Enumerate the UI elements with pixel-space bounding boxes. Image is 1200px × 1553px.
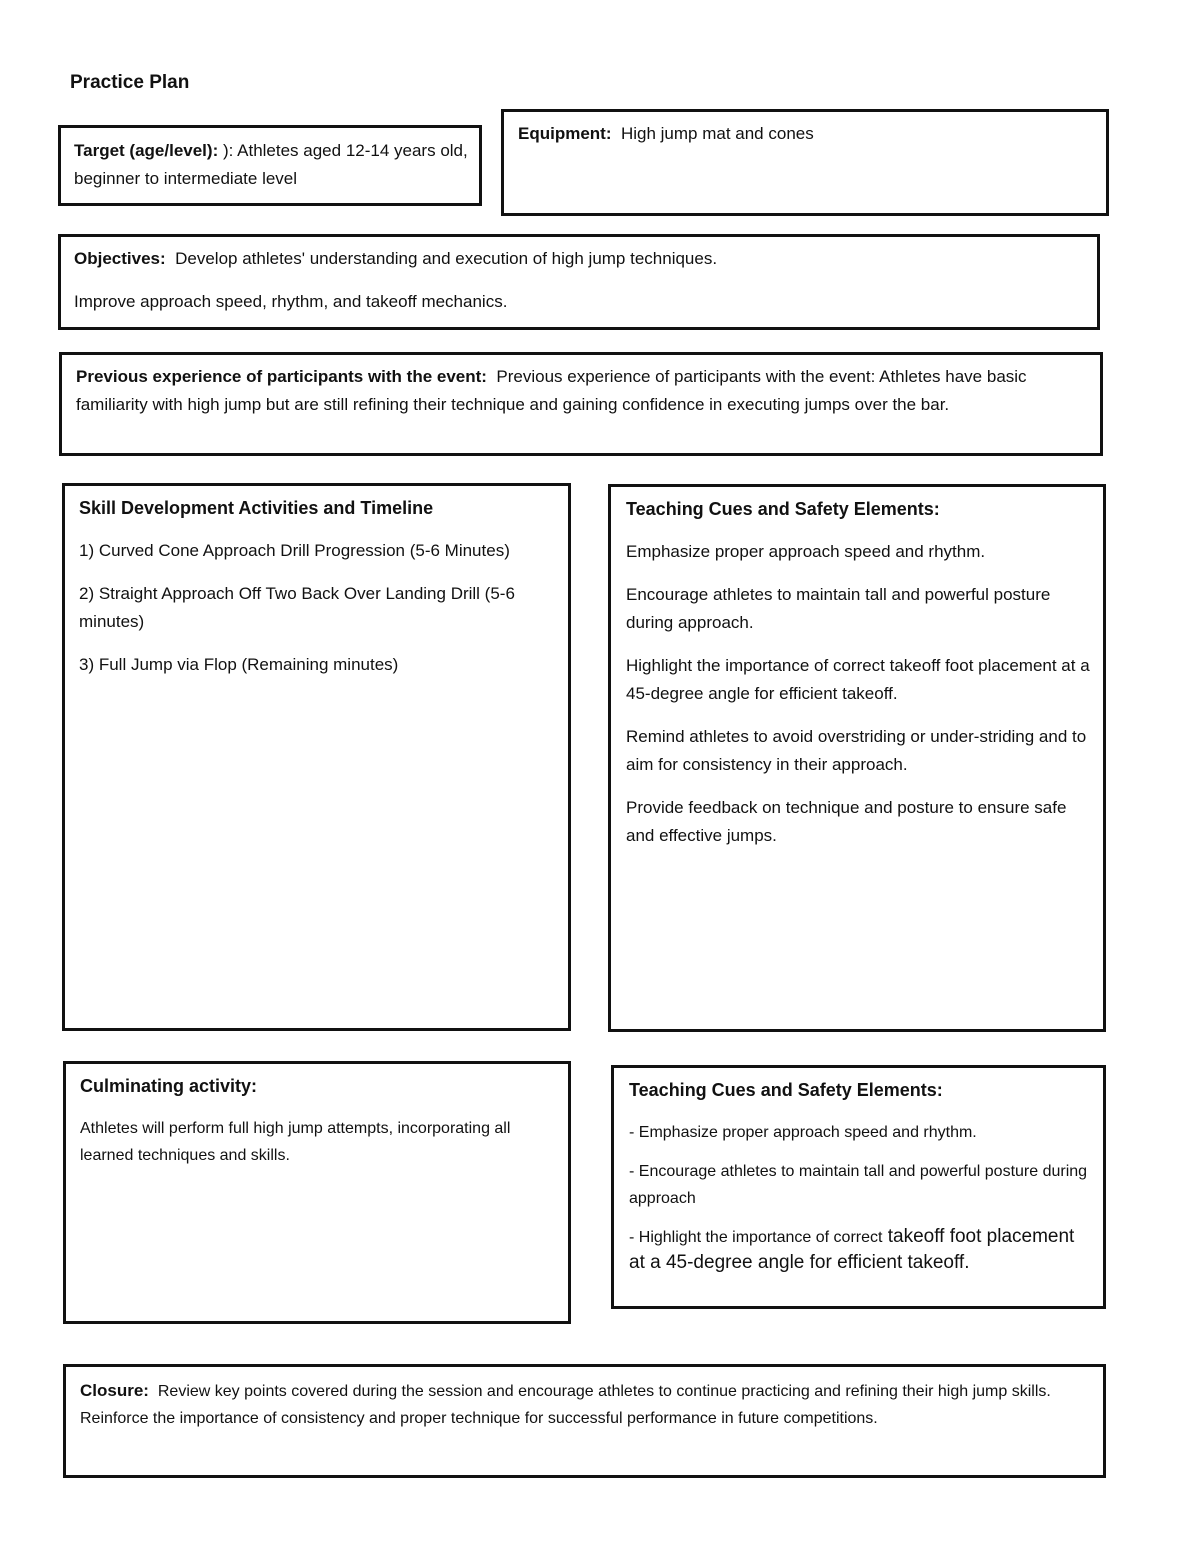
teaching-cue-1-item-4: Remind athletes to avoid overstriding or under-striding and to aim for consistency in their approach.	[626, 727, 1087, 774]
previous-experience-box	[59, 352, 1103, 456]
closure-text: Review key points covered during the session and encourage athletes to continue practicing and refining their high jump skills. Reinforce the importance of consistency and proper technique for successful performance in future competitions.	[80, 1383, 1051, 1427]
objectives-line-2: Improve approach speed, rhythm, and takeoff mechanics.	[74, 292, 508, 311]
target-box	[58, 125, 482, 206]
closure-content	[80, 1377, 1085, 1432]
skill-item-2: 2) Straight Approach Off Two Back Over Landing Drill (5-6 minutes)	[79, 584, 515, 631]
teaching-cue-2-item-1: - Emphasize proper approach speed and rhythm.	[629, 1124, 977, 1141]
culminating-box	[63, 1061, 571, 1324]
objectives-label: Objectives:	[74, 249, 166, 268]
culminating-text: Athletes will perform full high jump attempts, incorporating all learned techniques and skills.	[80, 1120, 511, 1164]
target-content	[74, 137, 469, 193]
teaching-cue-2-item-2: - Encourage athletes to maintain tall and powerful posture during approach	[629, 1163, 1088, 1207]
closure-label: Closure:	[80, 1381, 149, 1400]
equipment-box	[501, 109, 1109, 216]
teaching-cue-1-item-1: Emphasize proper approach speed and rhythm.	[626, 542, 986, 561]
skill-development-content	[79, 494, 549, 694]
equipment-label: Equipment:	[518, 124, 612, 143]
previous-experience-label: Previous experience of participants with the event:	[76, 367, 487, 386]
skill-item-1: 1) Curved Cone Approach Drill Progression (5-6 Minutes)	[79, 541, 510, 560]
teaching-cue-2-item-3-start: - Highlight the importance of correct	[629, 1229, 883, 1246]
teaching-cue-1-item-3: Highlight the importance of correct takeoff foot placement at a 45-degree angle for efficient takeoff.	[626, 656, 1090, 703]
page-title: Practice Plan	[70, 72, 190, 93]
objectives-line-1	[74, 245, 1084, 273]
teaching-cue-1-item-5: Provide feedback on technique and posture to ensure safe and effective jumps.	[626, 798, 1067, 845]
objectives-content	[74, 245, 1084, 316]
teaching-cues-1-heading: Teaching Cues and Safety Elements:	[626, 499, 940, 519]
skill-item-3: 3) Full Jump via Flop (Remaining minutes)	[79, 655, 399, 674]
objectives-text-1: Develop athletes' understanding and execution of high jump techniques.	[175, 249, 718, 268]
previous-experience-text: Previous experience of participants with the event: Athletes have basic familiarity with high jump but are still refining their technique and gaining confidence in executing jumps over the bar.	[76, 367, 1027, 414]
target-label: Target (age/level):	[74, 141, 219, 160]
target-text: ): Athletes aged 12-14 years old, beginner to intermediate level	[74, 141, 468, 188]
objectives-box	[58, 234, 1100, 330]
teaching-cues-1-content	[626, 495, 1096, 865]
teaching-cue-2-item-3	[629, 1224, 1094, 1275]
teaching-cues-box-2	[611, 1065, 1106, 1309]
teaching-cue-1-item-2: Encourage athletes to maintain tall and powerful posture during approach.	[626, 585, 1051, 632]
skill-development-box	[62, 483, 571, 1031]
teaching-cues-2-heading: Teaching Cues and Safety Elements:	[629, 1080, 943, 1100]
skill-development-heading: Skill Development Activities and Timeline	[79, 498, 434, 518]
equipment-content	[518, 120, 1088, 148]
culminating-heading: Culminating activity:	[80, 1076, 258, 1096]
culminating-content	[80, 1072, 558, 1169]
teaching-cues-2-content	[629, 1076, 1094, 1275]
equipment-text: High jump mat and cones	[620, 124, 814, 143]
teaching-cues-box-1	[608, 484, 1106, 1032]
previous-experience-content	[76, 363, 1086, 419]
teaching-cue-2-item-3-rest: takeoff foot placement at a 45-degree angle for efficient takeoff.	[629, 1226, 1075, 1273]
closure-box	[63, 1364, 1106, 1478]
